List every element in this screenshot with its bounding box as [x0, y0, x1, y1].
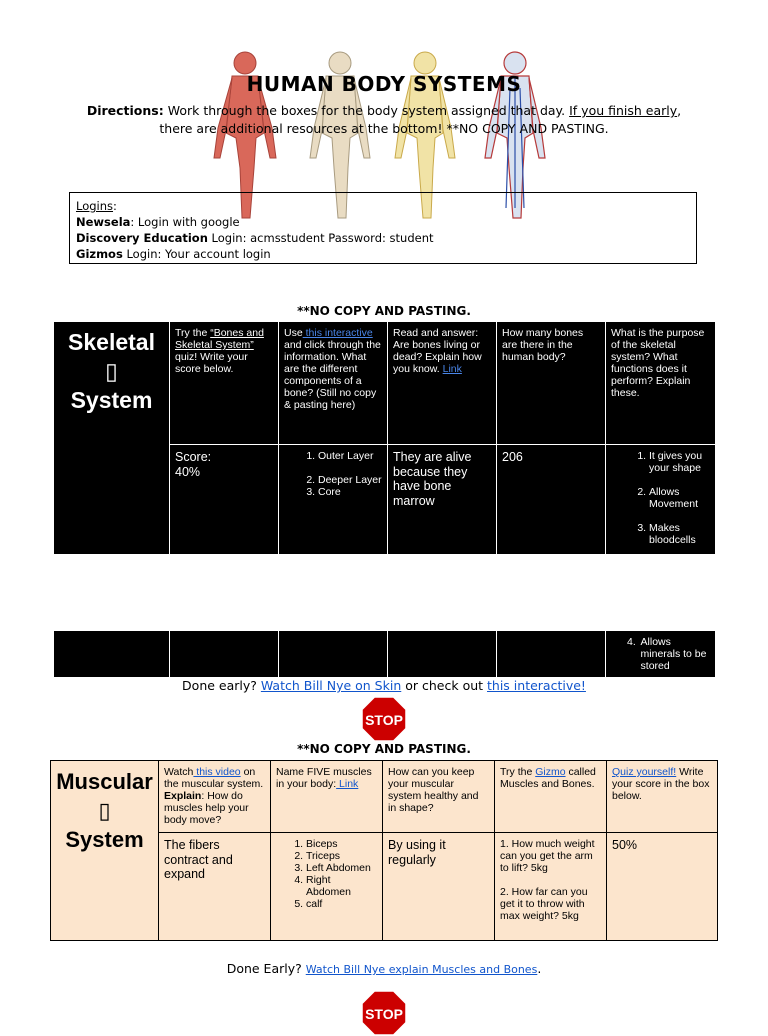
logins-heading-row: Logins:: [76, 199, 117, 213]
skeletal-purpose-answer-continued: 4. Allows minerals to be stored: [606, 631, 716, 678]
bone-count-answer: 206: [497, 445, 606, 555]
list-item: 1. Biceps: [306, 838, 377, 850]
muscle-health-answer: By using it regularly: [383, 833, 495, 941]
quiz-score-answer: 50%: [607, 833, 718, 941]
name-muscles-answer: [271, 833, 383, 941]
bones-quiz-link[interactable]: “Bones and Skeletal System”: [175, 327, 264, 351]
list-item: 4. Right Abdomen: [306, 874, 377, 898]
quiz-yourself-link[interactable]: Quiz yourself!: [612, 766, 677, 778]
muscle-video-prompt: Watch this video on the muscular system. Explain: How do muscles help your body move?: [159, 761, 271, 833]
muscles-link[interactable]: Link: [336, 778, 359, 790]
no-copy-notice-2: **NO COPY AND PASTING.: [297, 742, 471, 756]
page-title: HUMAN BODY SYSTEMS: [246, 72, 522, 96]
list-item: 2. Triceps: [306, 850, 377, 862]
bone-count-prompt: How many bones are there in the human body?: [497, 322, 606, 445]
directions-line-2: there are additional resources at the bottom! **NO COPY AND PASTING.: [159, 121, 609, 136]
list-item: Allows minerals to be stored: [640, 636, 707, 672]
bill-nye-muscles-link[interactable]: Watch Bill Nye explain Muscles and Bones: [305, 963, 538, 976]
discovery-login: Discovery Education Login: acmsstudent Password: student: [76, 231, 434, 245]
done-early-skeletal: Done early? Watch Bill Nye on Skin or check out this interactive!: [182, 678, 586, 693]
skeletal-system-heading: Skeletal ▯ System: [54, 322, 170, 555]
bill-nye-skin-link[interactable]: Watch Bill Nye on Skin: [260, 678, 402, 693]
skeletal-purpose-answer: [606, 445, 716, 555]
skeletal-interactive-link[interactable]: this interactive: [302, 327, 373, 339]
muscle-video-answer: The fibers contract and expand: [159, 833, 271, 941]
skeletal-system-table: [53, 321, 716, 555]
gizmo-answer: 1. How much weight can you get the arm to lift? 5kg 2. How far can you get it to throw with max weight? 5kg: [495, 833, 607, 941]
stop-sign-icon: [361, 696, 407, 742]
bones-living-prompt: Read and answer: Are bones living or dead? Explain how you know. Link: [388, 322, 497, 445]
stop-sign-icon-2: [361, 990, 407, 1036]
bone-components-prompt: Use this interactive and click through the information. What are the different components of a bone? (Still no copy & pasting here): [279, 322, 388, 445]
directions-text: Work through the boxes for the body system assigned that day.: [163, 103, 570, 118]
skeletal-quiz-prompt: Try the “Bones and Skeletal System” quiz! Write your score below.: [170, 322, 279, 445]
stop-sign-text-2: STOP: [365, 1006, 403, 1022]
name-muscles-prompt: Name FIVE muscles in your body: Link: [271, 761, 383, 833]
muscular-system-heading: Muscular ▯ System: [51, 761, 159, 941]
muscle-video-link[interactable]: this video: [193, 766, 241, 778]
table-row: [54, 631, 716, 678]
directions-label: Directions:: [86, 103, 164, 118]
list-item: 3. Left Abdomen: [306, 862, 377, 874]
muscle-health-prompt: How can you keep your muscular system healthy and in shape?: [383, 761, 495, 833]
muscular-system-table: [50, 760, 718, 941]
bone-components-answer: [279, 445, 388, 555]
list-item: 2. Deeper Layer: [318, 474, 382, 486]
bones-article-link[interactable]: Link: [442, 363, 462, 375]
finish-early-text: If you finish early: [569, 103, 678, 118]
table-row: [51, 761, 718, 833]
list-item: 3. Makes bloodcells: [649, 522, 710, 546]
newsela-login: Newsela: Login with google: [76, 215, 240, 229]
skeletal-purpose-prompt: What is the purpose of the skeletal system? What functions does it perform? Explain these.: [606, 322, 716, 445]
no-copy-notice: **NO COPY AND PASTING.: [297, 304, 471, 318]
list-item: 2. Allows Movement: [649, 486, 710, 510]
table-row: [54, 322, 716, 445]
list-item: 5. calf: [306, 898, 377, 910]
directions-line-1: Directions: Work through the boxes for the body system assigned that day. If you finish early,: [86, 103, 682, 118]
quiz-score-cell: Score: 40%: [170, 445, 279, 555]
logins-heading: Logins: [76, 199, 114, 213]
list-item: 1. It gives you your shape: [649, 450, 710, 474]
list-item: 1. Outer Layer: [318, 450, 382, 462]
skeletal-table-continued: [53, 630, 716, 678]
gizmo-prompt: Try the Gizmo called Muscles and Bones.: [495, 761, 607, 833]
gizmo-link[interactable]: Gizmo: [535, 766, 566, 778]
quiz-yourself-prompt: Quiz yourself! Write your score in the box below.: [607, 761, 718, 833]
bones-living-answer: They are alive because they have bone marrow: [388, 445, 497, 555]
logins-box: [69, 192, 697, 264]
done-early-muscular: Done Early? Watch Bill Nye explain Muscles and Bones.: [226, 961, 542, 976]
stop-sign-text: STOP: [365, 712, 403, 728]
skeletal-extra-interactive-link[interactable]: this interactive!: [487, 678, 586, 693]
gizmos-login: Gizmos Login: Your account login: [76, 247, 271, 261]
list-item: 3. Core: [318, 486, 382, 498]
